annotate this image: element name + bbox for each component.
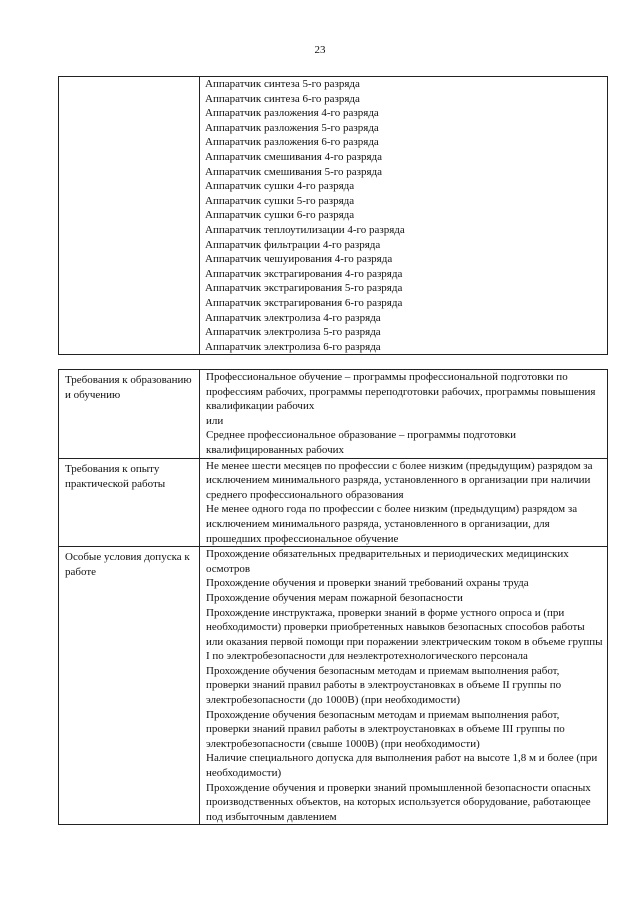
list-item: Аппаратчик сушки 4-го разряда bbox=[205, 180, 355, 193]
page-number: 23 bbox=[314, 44, 326, 56]
list-item: Аппаратчик синтеза 6-го разряда bbox=[205, 92, 360, 105]
conditions-text-1: Прохождение обязательных предварительных и периодических медицинских осмотров bbox=[206, 548, 569, 575]
list-item: Аппаратчик фильтрации 4-го разряда bbox=[205, 238, 381, 251]
requirements-table bbox=[58, 369, 608, 825]
experience-content bbox=[200, 458, 608, 547]
list-item: Аппаратчик сушки 6-го разряда bbox=[205, 209, 355, 222]
list-item: Аппаратчик электролиза 6-го разряда bbox=[205, 340, 381, 353]
education-text-2: или bbox=[206, 414, 224, 427]
list-item: Аппаратчик разложения 6-го разряда bbox=[205, 136, 379, 149]
conditions-label: Особые условия допуска к работе bbox=[59, 547, 200, 825]
row-label-empty bbox=[59, 77, 200, 355]
list-item: Аппаратчик электролиза 4-го разряда bbox=[205, 311, 381, 324]
experience-text-1: Не менее шести месяцев по профессии с более низким (предыдущим) разрядом за исключением минимального разряда, установленного в организации при наличии среднего профессионального образования bbox=[206, 459, 593, 501]
list-item: Аппаратчик разложения 4-го разряда bbox=[205, 107, 379, 120]
education-text-1: Профессиональное обучение – программы профессиональной подготовки по профессиям рабочих, программы переподготовки рабочих, программы повышения квалификации рабочих bbox=[206, 371, 596, 413]
experience-text-2: Не менее одного года по профессии с более низким (предыдущим) разрядом за исключением минимального разряда, установленного в организации, для прошедших профессиональное обучение bbox=[206, 503, 578, 545]
list-item: Аппаратчик смешивания 4-го разряда bbox=[205, 150, 383, 163]
experience-label: Требования к опыту практической работы bbox=[59, 458, 200, 547]
table-row-experience bbox=[59, 458, 608, 547]
conditions-text-2: Прохождение обучения и проверки знаний требований охраны труда bbox=[206, 577, 529, 590]
list-item: Аппаратчик теплоутилизации 4-го разряда bbox=[205, 223, 405, 236]
education-content bbox=[200, 370, 608, 459]
list-item: Аппаратчик экстрагирования 6-го разряда bbox=[205, 296, 403, 309]
list-item: Аппаратчик экстрагирования 5-го разряда bbox=[205, 282, 403, 295]
conditions-content bbox=[200, 547, 608, 825]
conditions-text-5: Прохождение обучения безопасным методам и приемам выполнения работ, проверки знаний правил работы в электроустановках в объеме II группы по электробезопасности (до 1000В) (при необходимости) bbox=[206, 664, 562, 707]
list-item: Аппаратчик разложения 5-го разряда bbox=[205, 121, 379, 134]
conditions-text-3: Прохождение обучения мерам пожарной безопасности bbox=[206, 591, 463, 604]
list-item: Аппаратчик смешивания 5-го разряда bbox=[205, 165, 383, 178]
conditions-text-4: Прохождение инструктажа, проверки знаний в форме устного опроса и (при необходимости) проверки приобретенных навыков безопасных способов работы или оказания первой помощи при поражении электрическим током в объеме группы I по электробезопасности для неэлектротехнологического персонала bbox=[206, 606, 603, 663]
education-text-3: Среднее профессиональное образование – программы подготовки квалифицированных рабочих bbox=[206, 429, 516, 456]
education-label: Требования к образованию и обучению bbox=[59, 370, 200, 459]
list-item: Аппаратчик сушки 5-го разряда bbox=[205, 194, 355, 207]
continuation-table bbox=[58, 76, 608, 355]
list-item: Аппаратчик экстрагирования 4-го разряда bbox=[205, 267, 403, 280]
list-item: Аппаратчик чешуирования 4-го разряда bbox=[205, 253, 393, 266]
table-row bbox=[59, 77, 608, 355]
worker-list bbox=[200, 77, 608, 355]
conditions-text-8: Прохождение обучения и проверки знаний промышленной безопасности опасных производственных объектов, на которых используется оборудование, работающее под избыточным давлением bbox=[206, 781, 591, 823]
conditions-text-7: Наличие специального допуска для выполнения работ на высоте 1,8 м и более (при необходимости) bbox=[206, 752, 598, 780]
table-row-education bbox=[59, 370, 608, 459]
table-row-conditions bbox=[59, 547, 608, 825]
list-item: Аппаратчик синтеза 5-го разряда bbox=[205, 78, 360, 90]
list-item: Аппаратчик электролиза 5-го разряда bbox=[205, 326, 381, 339]
conditions-text-6: Прохождение обучения безопасным методам и приемам выполнения работ, проверки знаний правил работы в электроустановках в объеме III группы по электробезопасности (свыше 1000В) (при необходимости) bbox=[206, 708, 565, 750]
